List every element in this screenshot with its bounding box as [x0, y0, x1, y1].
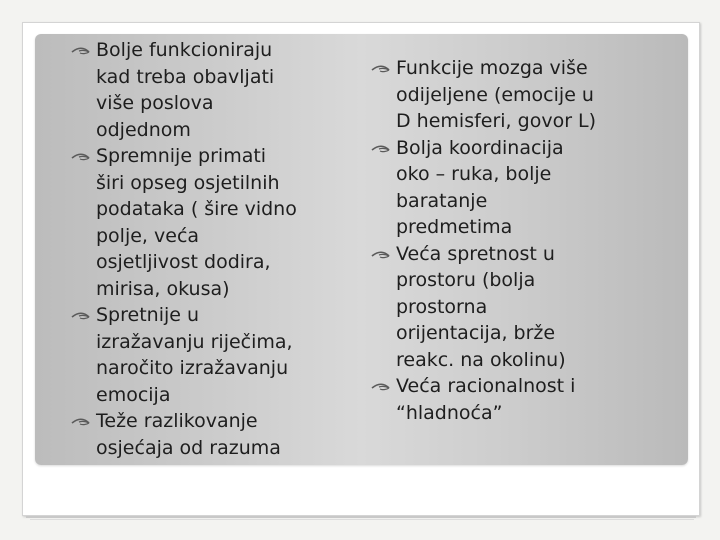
leaf-bullet-icon: [370, 242, 394, 266]
text-line: osjećaja od razuma: [96, 436, 281, 459]
bullet-item: [396, 373, 674, 426]
text-line: baratanje: [396, 189, 488, 212]
text-line: podataka ( šire vidno: [96, 198, 297, 220]
text-line: širi opseg osjetilnih: [96, 171, 280, 194]
text-line: više poslova: [96, 92, 214, 114]
bullet-text: [396, 135, 674, 241]
bottom-divider-thin: [30, 519, 694, 520]
bullet-text: [96, 37, 368, 143]
leaf-bullet-icon: [70, 144, 94, 168]
text-line: osjetljivost dodira,: [96, 251, 271, 273]
leaf-bullet-icon: [70, 38, 94, 62]
bottom-divider: [26, 516, 696, 518]
text-line: Veća racionalnost i: [396, 375, 576, 397]
text-line: Teže razlikovanje: [96, 410, 258, 432]
bullet-item: [396, 241, 674, 374]
text-line: Veća spretnost u: [396, 242, 555, 265]
text-line: orijentacija, brže: [396, 322, 556, 344]
bullet-text: [396, 241, 674, 374]
text-line: reakc. na okolinu): [396, 348, 566, 371]
bullet-text: [96, 408, 368, 461]
bullet-item: [96, 37, 368, 143]
text-line: Funkcije mozga više: [396, 57, 588, 79]
text-line: polje, veća: [96, 224, 200, 247]
text-line: predmetima: [396, 216, 513, 238]
text-line: prostoru (bolja: [396, 269, 536, 291]
leaf-bullet-icon: [370, 56, 394, 80]
bullet-text: [96, 143, 368, 302]
text-line: Spremnije primati: [96, 145, 267, 167]
text-line: mirisa, okusa): [96, 277, 230, 300]
bullet-item: [396, 55, 674, 135]
text-line: Bolja koordinacija: [396, 136, 564, 159]
bullet-item: [96, 408, 368, 461]
bullet-text: [96, 302, 368, 408]
right-bullet-list: [396, 55, 674, 426]
bullet-item: [396, 135, 674, 241]
text-line: “hladnoća”: [396, 401, 503, 424]
text-line: emocija: [96, 383, 171, 406]
text-line: Bolje funkcioniraju: [96, 39, 273, 61]
left-bullet-list: [96, 37, 368, 461]
bullet-text: [396, 373, 674, 426]
bullet-text: [396, 55, 674, 135]
leaf-bullet-icon: [370, 374, 394, 398]
text-line: Spretnije u: [96, 304, 200, 326]
text-line: prostorna: [396, 295, 488, 318]
bullet-item: [96, 143, 368, 302]
text-line: naročito izražavanju: [96, 357, 289, 379]
text-line: kad treba obavljati: [96, 65, 275, 88]
leaf-bullet-icon: [370, 136, 394, 160]
text-line: izražavanju riječima,: [96, 330, 293, 353]
text-line: D hemisferi, govor L): [396, 110, 597, 132]
text-line: odjednom: [96, 118, 191, 141]
text-line: oko – ruka, bolje: [396, 163, 552, 185]
leaf-bullet-icon: [70, 303, 94, 327]
bullet-item: [96, 302, 368, 408]
leaf-bullet-icon: [70, 409, 94, 433]
text-line: odijeljene (emocije u: [396, 83, 594, 106]
